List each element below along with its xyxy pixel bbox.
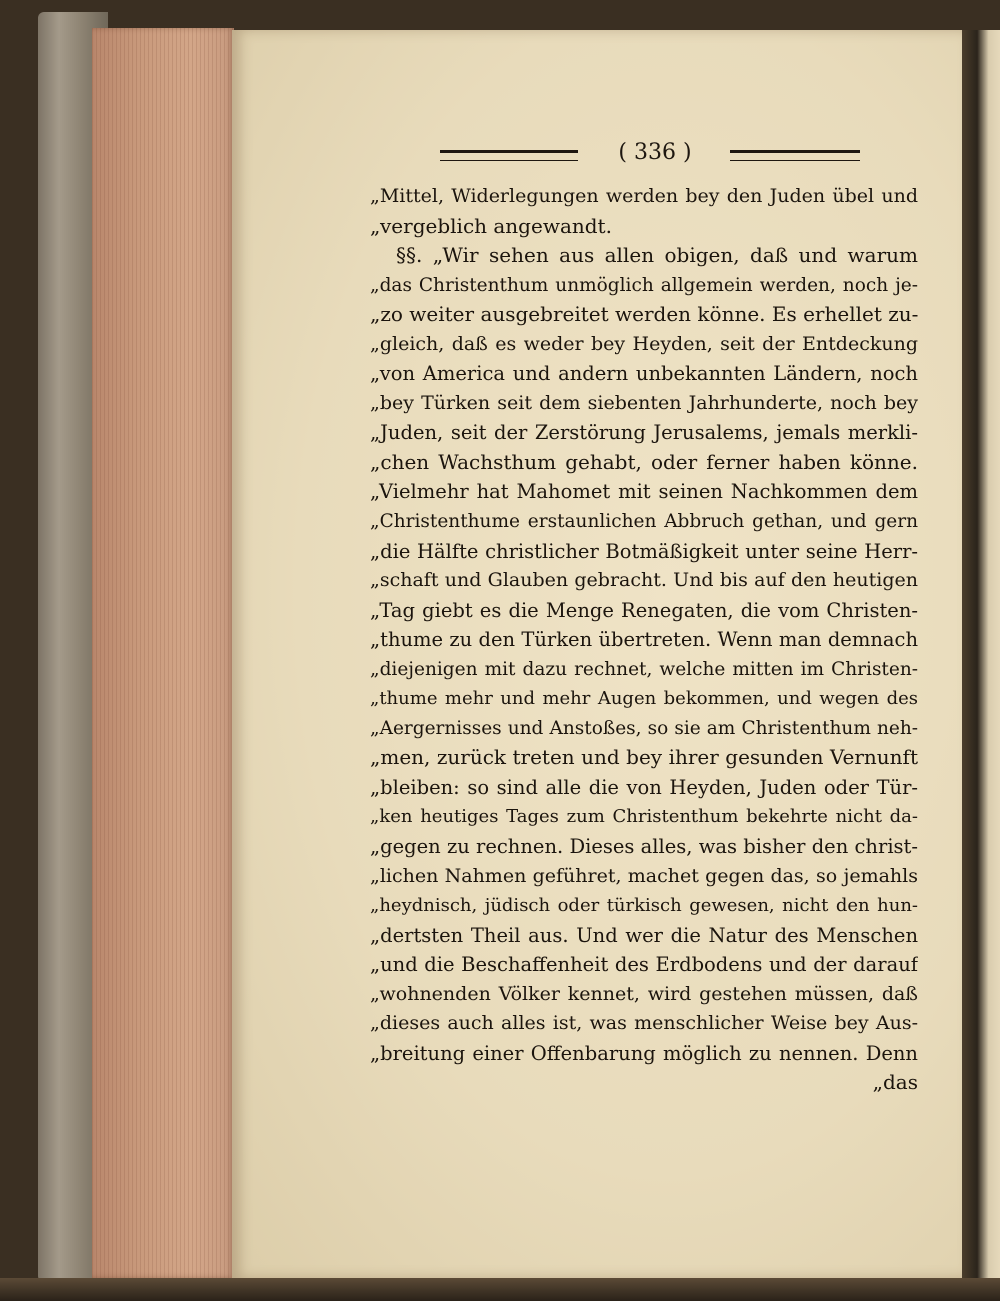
text-line: „bleiben: so sind alle die von Heyden, Juden oder Tür- xyxy=(370,775,918,799)
text-line: „chen Wachsthum gehabt, oder ferner haben könne. xyxy=(370,449,918,474)
text-line: „heydnisch, jüdisch oder türkisch gewesen, nicht den hun- xyxy=(370,895,918,917)
text-line: „Aergernisses und Anstoßes, so sie am Christenthum neh- xyxy=(370,717,918,739)
book-gutter xyxy=(962,30,1000,1278)
text-line: „lichen Nahmen geführet, machet gegen das, so jemahls xyxy=(370,864,918,887)
text-line: „ken heutiges Tages zum Christenthum bekehrte nicht da- xyxy=(370,806,918,828)
text-line: „Juden, seit der Zerstörung Jerusalems, jemals merkli- xyxy=(370,421,918,445)
header-rule-left xyxy=(440,150,578,161)
text-line: „bey Türken seit dem siebenten Jahrhunderte, noch bey xyxy=(370,391,918,414)
catchword: „das xyxy=(872,1070,918,1095)
text-line: „thume zu den Türken übertreten. Wenn man demnach xyxy=(370,628,918,652)
page-header xyxy=(440,138,860,168)
text-line: „men, zurück treten und bey ihrer gesunden Vernunft xyxy=(370,745,918,770)
text-line: „diejenigen mit dazu rechnet, welche mitten im Christen- xyxy=(370,658,918,680)
text-line: „breitung einer Offenbarung möglich zu nennen. Denn xyxy=(370,1041,918,1065)
text-line: „gegen zu rechnen. Dieses alles, was bisher den christ- xyxy=(370,835,918,859)
text-line: „Christenthume erstaunlichen Abbruch gethan, und gern xyxy=(370,511,918,533)
text-line: „schaft und Glauben gebracht. Und bis auf den heutigen xyxy=(370,569,918,592)
text-line: „dieses auch alles ist, was menschlicher Weise bey Aus- xyxy=(370,1012,918,1035)
text-line: „zo weiter ausgebreitet werden könne. Es erhellet zu- xyxy=(370,302,918,327)
text-line: „Mittel, Widerlegungen werden bey den Juden übel und xyxy=(370,185,918,207)
page-edges xyxy=(92,28,234,1278)
text-line: „thume mehr und mehr Augen bekommen, und wegen des xyxy=(370,688,918,710)
page-number: ( 336 ) xyxy=(618,140,692,165)
header-rule-right xyxy=(730,150,860,161)
body-text xyxy=(370,182,918,1098)
scan-bottom-edge xyxy=(0,1278,1000,1301)
text-line: „und die Beschaffenheit des Erdbodens und der darauf xyxy=(370,953,918,977)
text-line: „das Christenthum unmöglich allgemein werden, noch je- xyxy=(370,274,918,296)
text-line: „die Hälfte christlicher Botmäßigkeit unter seine Herr- xyxy=(370,539,918,563)
text-line: „Tag giebt es die Menge Renegaten, die vom Christen- xyxy=(370,598,918,622)
text-line: „wohnenden Völker kennet, wird gestehen müssen, daß xyxy=(370,982,918,1005)
text-line: „Vielmehr hat Mahomet mit seinen Nachkommen dem xyxy=(370,480,918,504)
text-line: §§. „Wir sehen aus allen obigen, daß und warum xyxy=(396,243,918,268)
text-line: „dertsten Theil aus. Und wer die Natur des Menschen xyxy=(370,923,918,947)
text-line: „vergeblich angewandt. xyxy=(370,213,612,238)
text-line: „gleich, daß es weder bey Heyden, seit der Entdeckung xyxy=(370,332,918,355)
text-line: „von America und andern unbekannten Ländern, noch xyxy=(370,362,918,386)
